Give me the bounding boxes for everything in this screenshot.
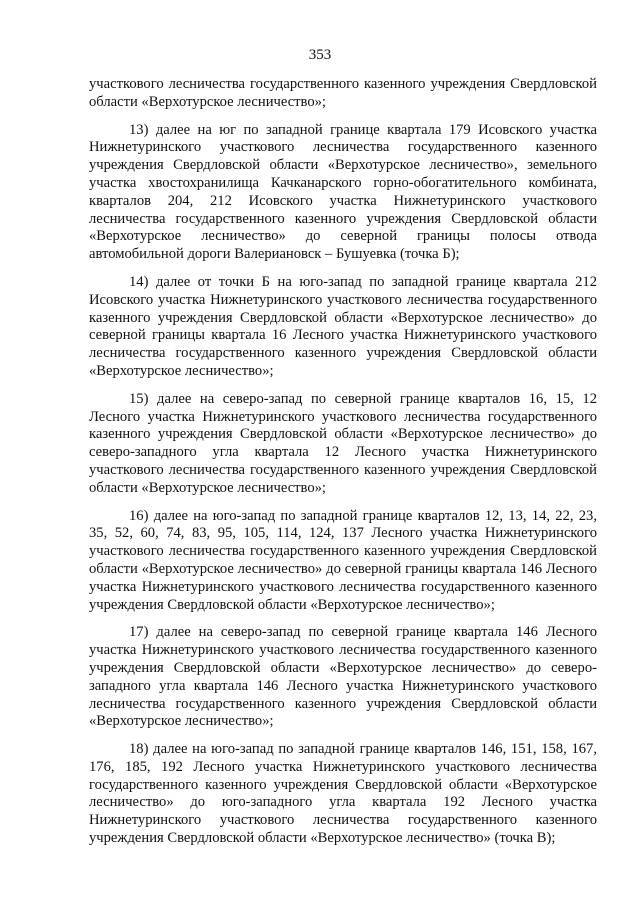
paragraph-item-17: 17) далее на северо-запад по северной границе квартала 146 Лесного участка Нижнетуринского участкового лесничества государственного казенного учреждения Свердловской области «Верхотурское лесничество» до северо-западного угла квартала 146 Лесного участка Нижнетуринского участкового лесничества государственного казенного учреждения Свердловской области «Верхотурское лесничество»; [89,624,597,730]
paragraph-continuation: участкового лесничества государственного казенного учреждения Свердловской области «Верхотурское лесничество»; [89,76,597,110]
paragraph-item-18: 18) далее на юго-запад по западной границе кварталов 146, 151, 158, 167, 176, 185, 192 Лесного участка Нижнетуринского участкового лесничества государственного казенного учреждения Свердловской области «Верхотурское лесничество» до юго-западного угла квартала 192 Лесного участка Нижнетуринского участкового лесничества государственного казенного учреждения Свердловской области «Верхотурское лесничество» (точка В); [89,741,597,847]
paragraph-item-14: 14) далее от точки Б на юго-запад по западной границе квартала 212 Исовского участка Нижнетуринского участкового лесничества государственного казенного учреждения Свердловской области «Верхотурское лесничество» до северной границы квартала 16 Лесного участка Нижнетуринского участкового лесничества государственного казенного учреждения Свердловской области «Верхотурское лесничество»; [89,273,597,379]
paragraph-item-13: 13) далее на юг по западной границе квартала 179 Исовского участка Нижнетуринского участкового лесничества государственного казенного учреждения Свердловской области «Верхотурское лесничество», земельного участка хвостохранилища Качканарского горно-обогатительного комбината, кварталов 204, 212 Исовского участка Нижнетуринского участкового лесничества государственного казенного учреждения Свердловской области «Верхотурское лесничество» до северной границы полосы отвода автомобильной дороги Валериановск – Бушуевка (точка Б); [89,121,597,263]
document-body [89,76,597,858]
paragraph-item-15: 15) далее на северо-запад по северной границе кварталов 16, 15, 12 Лесного участка Нижнетуринского участкового лесничества государственного казенного учреждения Свердловской области «Верхотурское лесничество» до северо-западного угла квартала 12 Лесного участка Нижнетуринского участкового лесничества государственного казенного учреждения Свердловской области «Верхотурское лесничество»; [89,390,597,496]
paragraph-item-16: 16) далее на юго-запад по западной границе кварталов 12, 13, 14, 22, 23, 35, 52, 60, 74, 83, 95, 105, 114, 124, 137 Лесного участка Нижнетуринского участкового лесничества государственного казенного учреждения Свердловской области «Верхотурское лесничество» до северной границы квартала 146 Лесного участка Нижнетуринского участкового лесничества государственного казенного учреждения Свердловской области «Верхотурское лесничество»; [89,507,597,613]
page-number: 353 [308,47,332,63]
